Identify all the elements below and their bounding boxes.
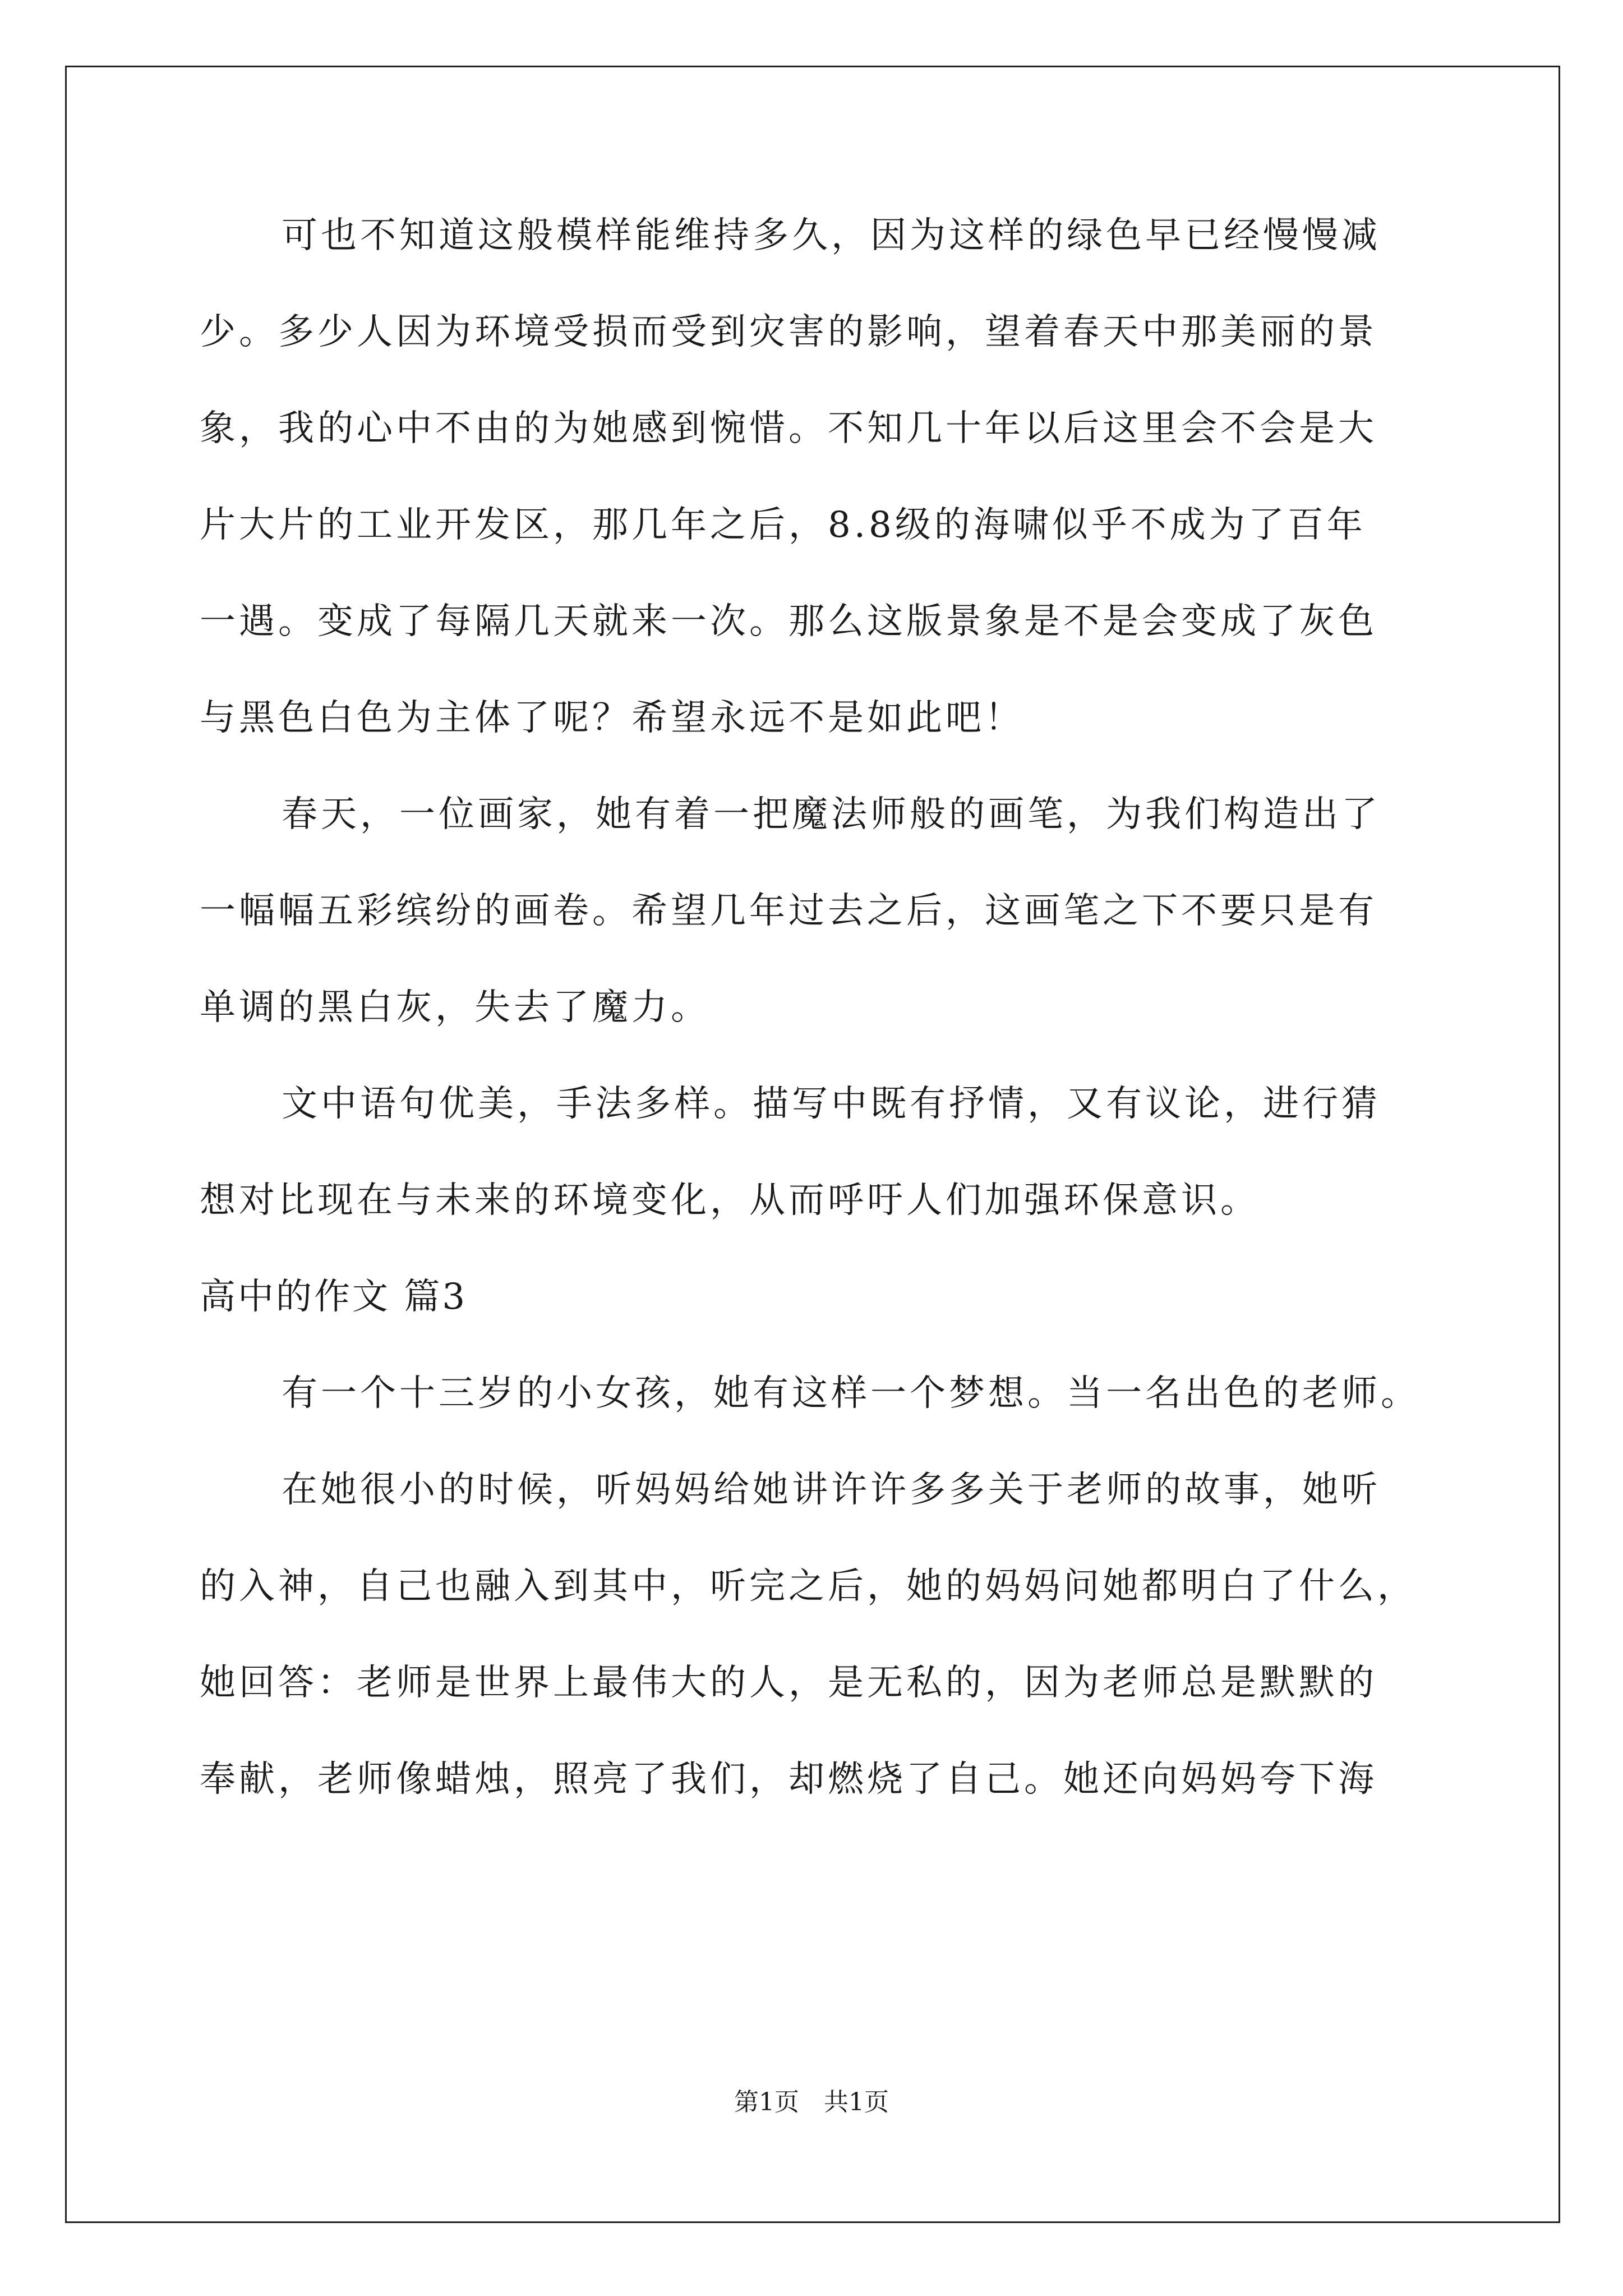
paragraph-line: 少。多少人因为环境受损而受到灾害的影响，望着春天中那美丽的景 bbox=[200, 311, 1377, 353]
paragraph-line: 文中语句优美，手法多样。描写中既有抒情，又有议论，进行猜 bbox=[282, 1083, 1381, 1125]
paragraph-line: 春天，一位画家，她有着一把魔法师般的画笔，为我们构造出了 bbox=[282, 794, 1381, 835]
section-heading: 高中的作文 篇3 bbox=[200, 1276, 468, 1318]
paragraph-line: 象，我的心中不由的为她感到惋惜。不知几十年以后这里会不会是大 bbox=[200, 408, 1377, 449]
paragraph-line: 可也不知道这般模样能维持多久，因为这样的绿色早已经慢慢减 bbox=[282, 215, 1381, 256]
paragraph-line: 片大片的工业开发区，那几年之后，8.8级的海啸似乎不成为了百年 bbox=[200, 504, 1366, 546]
paragraph-line: 她回答：老师是世界上最伟大的人，是无私的，因为老师总是默默的 bbox=[200, 1662, 1377, 1704]
page-border bbox=[65, 66, 1560, 2223]
paragraph-line: 与黑色白色为主体了呢？希望永远不是如此吧！ bbox=[200, 697, 1024, 739]
paragraph-line: 在她很小的时候，听妈妈给她讲许许多多关于老师的故事，她听 bbox=[282, 1469, 1381, 1511]
paragraph-line: 一遇。变成了每隔几天就来一次。那么这版景象是不是会变成了灰色 bbox=[200, 601, 1377, 642]
paragraph-line: 奉献，老师像蜡烛，照亮了我们，却燃烧了自己。她还向妈妈夸下海 bbox=[200, 1759, 1377, 1800]
paragraph-line: 的入神，自己也融入到其中，听完之后，她的妈妈问她都明白了什么， bbox=[200, 1566, 1417, 1607]
paragraph-line: 单调的黑白灰，失去了魔力。 bbox=[200, 987, 710, 1028]
paragraph-line: 想对比现在与未来的环境变化，从而呼吁人们加强环保意识。 bbox=[200, 1180, 1260, 1221]
paragraph-line: 有一个十三岁的小女孩，她有这样一个梦想。当一名出色的老师。 bbox=[282, 1373, 1420, 1414]
paragraph-line: 一幅幅五彩缤纷的画卷。希望几年过去之后，这画笔之下不要只是有 bbox=[200, 890, 1377, 932]
page-footer: 第1页 共1页 bbox=[734, 2088, 889, 2116]
